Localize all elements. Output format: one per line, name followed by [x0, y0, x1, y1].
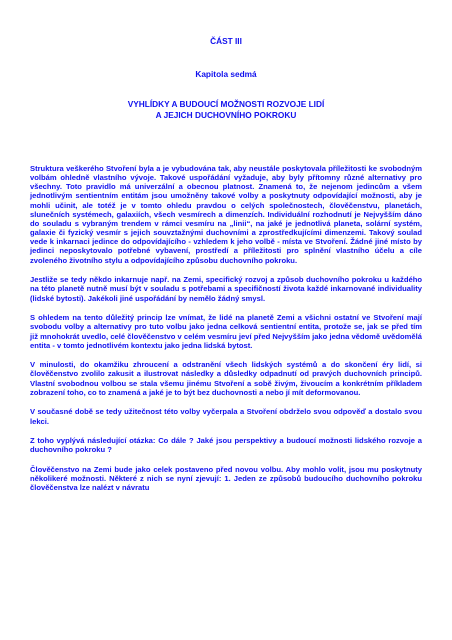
paragraph-3: S ohledem na tento důležitý princip lze vnímat, že lidé na planetě Zemi a všichni ostatní ve Stvoření mají svobodu volby a alternativy pro tuto volbu jako jedna celková sentientní entita, protože se, jak se před tím již mnohokrát uvedlo, celé člověčenstvo v celém vesmíru jeví před Nejvyšším jako jedna vědomě uvědomělá entita - v tomto jednotlivém kontextu jako jedna lidská bytost. — [30, 313, 422, 350]
chapter-title-line-1: VYHLÍDKY A BUDOUCÍ MOŽNOSTI ROZVOJE LIDÍ — [127, 99, 325, 109]
chapter-heading: Kapitola sedmá — [195, 69, 257, 79]
paragraph-5: V současné době se tedy užitečnost této volby vyčerpala a Stvoření obdrželo svou odpověď a dostalo svou lekci. — [30, 407, 422, 426]
paragraph-4: V minulosti, do okamžiku zhroucení a odstranění všech lidských systémů a do skončení éry lidí, si člověčenstvo zvolilo zakusit a ilustrovat následky a důsledky odpadnutí od pravých duchovních principů. Vlastní svobodnou volbou se stala všemu jinému Stvoření a sobě živým, živoucím a konkrétním příkladem zobrazení toho, co to znamená a jaké je to být bez duchovnosti a nebo jí mít deformovanou. — [30, 360, 422, 397]
paragraph-1: Struktura veškerého Stvoření byla a je vybudována tak, aby neustále poskytovala příležitosti ke svobodným volbám ohledně vlastního vývoje. Takové uspořádání vyžaduje, aby byly přítomny různé alternativy pro všechny. Toto pravidlo má univerzální a obecnou platnost. Znamená to, že nejenom jedincům a všem jednotlivým sentientním entitám jsou umožněny takové volby a poskytnuty odpovídající možnosti, aby je mohli učinit, ale totéž je v tomto ohledu pravdou o celých společnostech, člověčenstvu, planetách, slunečních systémech, galaxiích, všech vesmírech a dimenzích. Individuální rozhodnutí je Nejvyšším dáno do souladu s vybraným trendem v rámci vesmíru na „linii“, na jaké je jednotlivá planeta, solární systém, galaxie či fyzický vesmír s jejich souvztažnými duchovními a zprostředkujícími dimenzemi. Takový soulad vede k inkarnaci jedince do odpovídajícího - vzhledem k jeho volbě - místa ve Stvoření. Žádné jiné místo by jedinci neposkytovalo potřebné vybavení, prostředí a příležitosti pro splnění vlastního účelu a cíle zvoleného životního stylu a odpovídajícího způsobu duchovního pokroku. — [30, 164, 422, 265]
chapter-title-line-2: A JEJICH DUCHOVNÍHO POKROKU — [155, 110, 297, 120]
paragraph-6: Z toho vyplývá následující otázka: Co dále ? Jaké jsou perspektivy a budoucí možnosti lidského rozvoje a duchovního pokroku ? — [30, 436, 422, 455]
chapter-title — [0, 99, 452, 121]
paragraph-2: Jestliže se tedy někdo inkarnuje např. na Zemi, specifický rozvoj a způsob duchovního pokroku u každého na této planetě nutně musí být v souladu s potřebami a specifičností života každé inkarnované individuality (lidské bytosti). Jakékoli jiné uspořádání by nemělo žádný smysl. — [30, 275, 422, 303]
body-text — [30, 164, 422, 503]
paragraph-7: Člověčenstvo na Zemi bude jako celek postaveno před novou volbu. Aby mohlo volit, jsou mu poskytnuty několikeré možnosti. Některé z nich se nyní zjevují: 1. Jeden ze způsobů budoucího duchovního pokroku člověčenstva lze nalézt v návratu — [30, 465, 422, 493]
part-heading: ČÁST III — [210, 36, 242, 46]
